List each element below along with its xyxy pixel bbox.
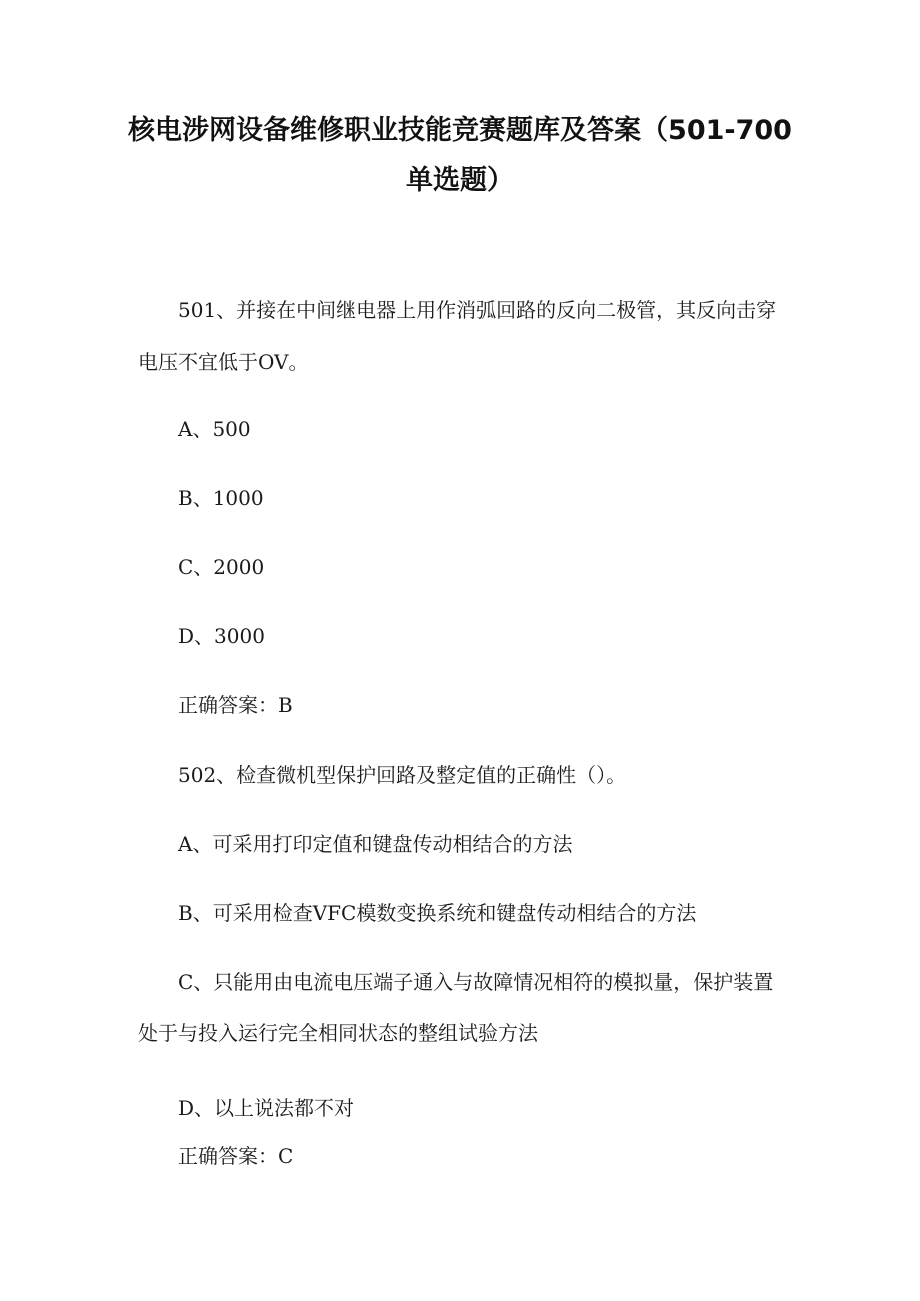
question-502-option-d: D、以上说法都不对 [178, 1096, 355, 1120]
question-501-option-c: C、2000 [178, 555, 265, 579]
question-502-stem: 502、检查微机型保护回路及整定值的正确性（）。 [178, 763, 627, 787]
question-501-stem-line-2: 电压不宜低于OV。 [138, 350, 309, 374]
question-501-option-a: A、500 [178, 417, 251, 441]
question-501-stem-line-1: 501、并接在中间继电器上用作消弧回路的反向二极管，其反向击穿 [178, 298, 777, 322]
question-502-answer: 正确答案：C [178, 1144, 294, 1168]
question-501-option-d: D、3000 [178, 624, 265, 648]
question-502-option-b: B、可采用检查VFC模数变换系统和键盘传动相结合的方法 [178, 901, 697, 925]
question-502-option-a: A、可采用打印定值和键盘传动相结合的方法 [178, 832, 573, 856]
document-title-line-1: 核电涉网设备维修职业技能竞赛题库及答案（501-700 [128, 115, 792, 146]
question-502-option-c-line-2: 处于与投入运行完全相同状态的整组试验方法 [138, 1021, 538, 1045]
question-502-option-c-line-1: C、只能用由电流电压端子通入与故障情况相符的模拟量，保护装置 [178, 970, 774, 994]
question-501-answer: 正确答案：B [178, 693, 293, 717]
document-title-line-2: 单选题） [406, 165, 514, 196]
question-501-option-b: B、1000 [178, 486, 264, 510]
